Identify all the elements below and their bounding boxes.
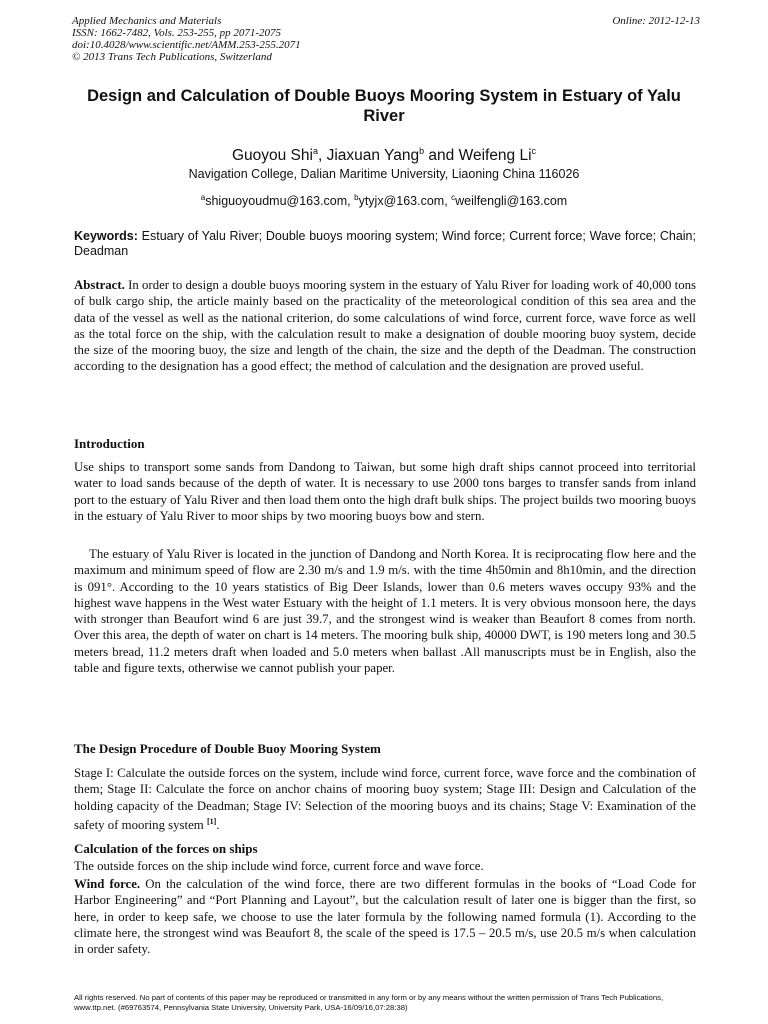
calculation-heading: Calculation of the forces on ships — [74, 841, 258, 856]
introduction-paragraph: The estuary of Yalu River is located in the junction of Dandong and North Korea. It is reciprocating flow here and the maximum and minimum speed of flow are 2.30 m/s and 1.9 m/s. with the time 4h50min and 8h10min, and the direction is 091°. According to the 10 years statistics of Big Deer Islands, lower than 0.6 meters waves occupy 93% and the highest wave happens in the West water Estuary with the height of 1.1 meters. It is very obvious monsoon here, the days with stronger than Beaufort wind 6 are just 39.7, and the strongest wind is weaker than Beaufort 8 comes from north. Over this area, the depth of water on chart is 14 meters. The mooring bulk ship, 40000 DWT, is 190 meters long and 30.5 meters bread, 11.2 meters draft when loaded and 5.0 meters when ballast .All manuscripts must be in English, also the table and figure texts, otherwise we cannot publish your paper. — [74, 547, 696, 676]
wind-force-paragraph — [74, 876, 696, 957]
abstract — [74, 277, 696, 375]
keywords-label: Keywords: — [74, 229, 138, 243]
copyright-footer: All rights reserved. No part of contents of this paper may be reproduced or transmitted in any form or by any means without the written permission of Trans Tech Publications, www.ttp.net. (#69763574, Pennsylvania State University, University Park, USA-16/09/16,07:28:38) — [74, 993, 664, 1012]
keywords — [74, 229, 696, 259]
journal-name: Applied Mechanics and Materials — [72, 15, 222, 27]
introduction-paragraph: Use ships to transport some sands from Dandong to Taiwan, but some high draft ships cannot proceed into territorial water to load sands because of the depth of water. It is necessary to use 2000 tons barges to transfer sands from inland port to the estuary of Yalu River and then load them onto the high draft bulk ships. The project builds two mooring buoys in the estuary of Yalu River to moor ships by two mooring buoys bow and stern. — [74, 460, 696, 523]
author-name: Weifeng Li — [458, 147, 532, 164]
abstract-label: Abstract. — [74, 278, 125, 292]
wind-force-text: On the calculation of the wind force, there are two different formulas in the books of “Load Code for Harbor Engineering” and “Port Planning and Layout”, but the calculation result of later one is bigger than the first, so here, in order to keep safe, we choose to use the later formula by the following named formula (1). According to the climate here, the strongest wind was Beaufort 8, the scale of the speed is 17.5 – 20.5 m/s, use 20.5 m/s when calculation in order safety. — [74, 877, 697, 957]
email-address[interactable]: weilfengli@163.com — [455, 194, 568, 208]
sentence-end: . — [216, 817, 220, 832]
abstract-text: In order to design a double buoys mooring system in the estuary of Yalu River for loading work of 40,000 tons of bulk cargo ship, the article mainly based on the practicality of the meteorological condition of this sea area and the data of the vessel as well as the national criterion, do some calculations of wind force, current force, wave force as well as the total force on the ship, with the calculation result to make a designation of double mooring buoy system, decide the size of the mooring buoy, the size and length of the chain, the size and the depth of the Deadman. The construction according to the designation has a good effect; the method of calculation and the designation are proved useful. — [74, 278, 697, 374]
journal-header — [72, 15, 700, 63]
email-address[interactable]: ytyjx@163.com — [358, 194, 445, 208]
issn-line: ISSN: 1662-7482, Vols. 253-255, pp 2071-2075 — [72, 27, 281, 39]
affiliation: Navigation College, Dalian Maritime University, Liaoning China 116026 — [188, 167, 580, 181]
author-conjunction: and — [424, 147, 459, 164]
introduction-heading: Introduction — [74, 436, 145, 451]
email-mark: c — [451, 193, 456, 202]
online-date: Online: 2012-12-13 — [612, 15, 700, 27]
author-list — [72, 141, 696, 166]
email-mark: a — [200, 193, 206, 202]
wind-force-label: Wind force. — [74, 877, 141, 891]
author-affil-mark: c — [531, 146, 537, 156]
email-separator: , — [444, 194, 452, 208]
author-name: Guoyou Shi — [231, 147, 313, 164]
citation-reference[interactable]: [1] — [206, 816, 217, 826]
design-procedure-text: Stage I: Calculate the outside forces on the system, include wind force, current force, wave force and the combination of them; Stage II: Calculate the force on anchor chains of mooring buoy system; Stage III: Design and Calculation of the holding capacity of the Deadman; Stage IV: Selection of the mooring buoys and its chains; Stage V: Examination of the safety of mooring system — [74, 766, 696, 832]
email-address[interactable]: shiguoyoudmu@163.com — [205, 194, 348, 208]
author-affil-mark: a — [312, 146, 318, 156]
doi-line: doi:10.4028/www.scientific.net/AMM.253-255.2071 — [72, 39, 301, 51]
author-separator: , — [317, 147, 327, 164]
email-separator: , — [347, 194, 355, 208]
copyright-line: © 2013 Trans Tech Publications, Switzerland — [72, 51, 272, 63]
keywords-text: Estuary of Yalu River; Double buoys mooring system; Wind force; Current force; Wave force; Chain; Deadman — [74, 229, 696, 258]
design-procedure-heading: The Design Procedure of Double Buoy Mooring System — [74, 741, 381, 756]
calculation-paragraph: The outside forces on the ship include wind force, current force and wave force. — [74, 859, 484, 873]
author-emails — [72, 190, 696, 209]
paper-title: Design and Calculation of Double Buoys Mooring System in Estuary of Yalu River — [87, 87, 681, 125]
design-procedure-paragraph — [74, 765, 696, 833]
email-mark: b — [354, 193, 359, 202]
author-affil-mark: b — [419, 146, 425, 156]
author-name: Jiaxuan Yang — [326, 147, 420, 164]
